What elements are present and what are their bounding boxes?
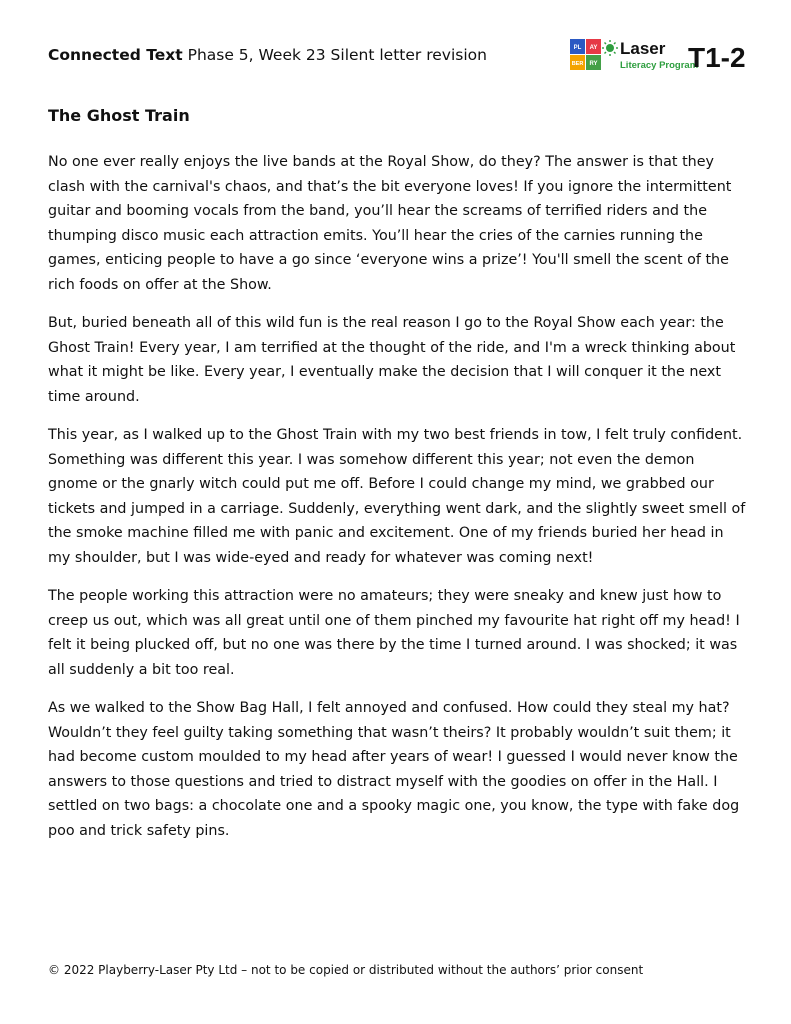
story-paragraph-2: But, buried beneath all of this wild fun is the real reason I go to the Royal Show each year: the Ghost Train! Every year, I am terrified at the thought of the ride, and I'm a wreck thinking about what it might be like. Every year, I eventually make the decision that I will conquer it the next time around. [48, 315, 736, 405]
copyright-footer: © 2022 Playberry-Laser Pty Ltd – not to be copied or distributed without the authors’ prior consent [48, 963, 644, 977]
logo-tile-ry-text: RY [589, 61, 598, 67]
logo-tile-pl-text: PL [573, 45, 582, 51]
story-paragraph-5: As we walked to the Show Bag Hall, I felt annoyed and confused. How could they steal my hat? Wouldn’t they feel guilty taking something that wasn’t theirs? It probably wouldn’t suit them; it had become custom moulded to my head after years of wear! I guessed I would never know the answers to those questions and tried to distract myself with the goodies on offer in the Hall. I settled on two bags: a chocolate one and a spooky magic one, you know, the type with fake dog poo and trick safety pins. [48, 700, 740, 839]
story-body [48, 150, 748, 857]
logo-word: Laser [620, 39, 666, 58]
logo-tile-ay-text: AY [589, 45, 598, 51]
story-paragraph-1: No one ever really enjoys the live bands at the Royal Show, do they? The answer is that they clash with the carnival's chaos, and that’s the bit everyone loves! If you ignore the intermittent guitar and booming vocals from the band, you’ll hear the screams of terrified riders and the thumping disco music each attraction emits. You’ll hear the cries of the carnies running the games, enticing people to have a go since ‘everyone wins a prize’! You'll smell the scent of the rich foods on offer at the Show. [48, 154, 732, 293]
story-paragraph-4: The people working this attraction were no amateurs; they were sneaky and knew just how to creep us out, which was all great until one of them pinched my favourite hat right off my head! I felt it being plucked off, but no one was there by the time I turned around. I was shocked; it was all suddenly a bit too real. [48, 588, 740, 678]
playberry-laser-logo [570, 38, 755, 72]
header-series: Connected Text [48, 46, 183, 64]
logo-sun-icon [602, 40, 618, 56]
logo-level: T1-2 [688, 42, 746, 72]
logo-tile-ber-text: BER [571, 61, 584, 67]
story-paragraph-3: This year, as I walked up to the Ghost Train with my two best friends in tow, I felt truly confident. Something was different this year. I was somehow different this year; not even the demon gnome or the gnarly witch could put me off. Before I could change my mind, we grabbed our tickets and jumped in a carriage. Suddenly, everything went dark, and the slightly sweet smell of the smoke machine filled me with panic and excitement. One of my friends buried her head in my shoulder, but I was wide-eyed and ready for whatever was coming next! [48, 427, 746, 566]
page-header [48, 46, 487, 64]
story-title: The Ghost Train [48, 106, 190, 125]
logo-program: Literacy Program [620, 60, 699, 71]
header-subtitle: Phase 5, Week 23 Silent letter revision [187, 46, 487, 64]
